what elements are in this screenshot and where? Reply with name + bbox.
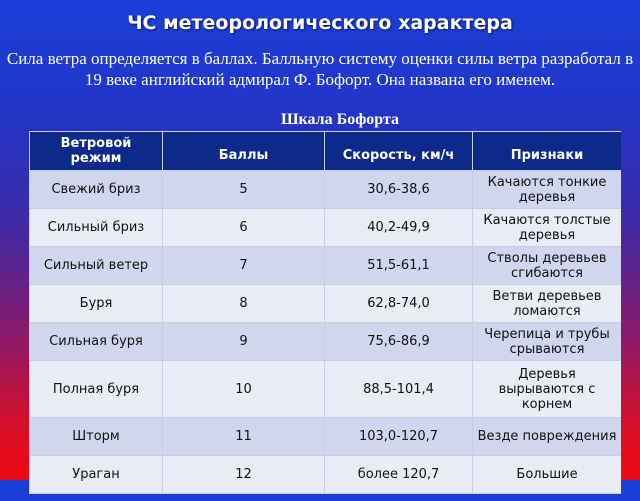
slide-title: ЧС метеорологического характера <box>127 12 513 34</box>
cell-speed: 40,2-49,9 <box>325 209 473 247</box>
cell-speed: 103,0-120,7 <box>325 418 473 456</box>
cell-signs: Везде повреждения <box>473 418 622 456</box>
header-signs: Признаки <box>473 132 622 171</box>
header-points: Баллы <box>163 132 325 171</box>
cell-speed: 30,6-38,6 <box>325 171 473 209</box>
table-row <box>30 209 622 247</box>
cell-points: 5 <box>163 171 325 209</box>
cell-speed: 62,8-74,0 <box>325 285 473 323</box>
cell-signs: Деревья вырываются с корнем <box>473 361 622 418</box>
cell-signs: Ветви деревьев ломаются <box>473 285 622 323</box>
cell-points: 12 <box>163 456 325 494</box>
cell-wind-mode: Свежий бриз <box>30 171 163 209</box>
table-row <box>30 456 622 494</box>
table-title: Шкала Бофорта <box>280 111 400 128</box>
cell-wind-mode: Сильный ветер <box>30 247 163 285</box>
beaufort-table <box>29 131 621 494</box>
table-row <box>30 247 622 285</box>
cell-speed: более 120,7 <box>325 456 473 494</box>
header-speed: Скорость, км/ч <box>325 132 473 171</box>
cell-signs: Качаются тонкие деревья <box>473 171 622 209</box>
cell-speed: 51,5-61,1 <box>325 247 473 285</box>
cell-wind-mode: Ураган <box>30 456 163 494</box>
cell-speed: 75,6-86,9 <box>325 323 473 361</box>
table-header-row <box>30 132 622 171</box>
table-row <box>30 418 622 456</box>
cell-points: 7 <box>163 247 325 285</box>
cell-signs: Черепица и трубы срываются <box>473 323 622 361</box>
cell-signs: Стволы деревьев сгибаются <box>473 247 622 285</box>
cell-wind-mode: Сильная буря <box>30 323 163 361</box>
header-wind-mode: Ветровой режим <box>30 132 163 171</box>
table-row <box>30 361 622 418</box>
cell-points: 9 <box>163 323 325 361</box>
cell-wind-mode: Полная буря <box>30 361 163 418</box>
cell-points: 10 <box>163 361 325 418</box>
cell-points: 6 <box>163 209 325 247</box>
cell-speed: 88,5-101,4 <box>325 361 473 418</box>
cell-wind-mode: Шторм <box>30 418 163 456</box>
cell-wind-mode: Буря <box>30 285 163 323</box>
cell-points: 11 <box>163 418 325 456</box>
table-row <box>30 171 622 209</box>
table-row <box>30 285 622 323</box>
table-row <box>30 323 622 361</box>
cell-points: 8 <box>163 285 325 323</box>
beaufort-table-container <box>29 131 621 501</box>
cell-signs: Большие <box>473 456 622 494</box>
intro-paragraph: Сила ветра определяется в баллах. Балльную систему оценки силы ветра разработал в 19 веке английский адмирал Ф. Бофорт. Она названа его именем. <box>6 49 634 89</box>
cell-signs: Качаются толстые деревья <box>473 209 622 247</box>
cell-wind-mode: Сильный бриз <box>30 209 163 247</box>
